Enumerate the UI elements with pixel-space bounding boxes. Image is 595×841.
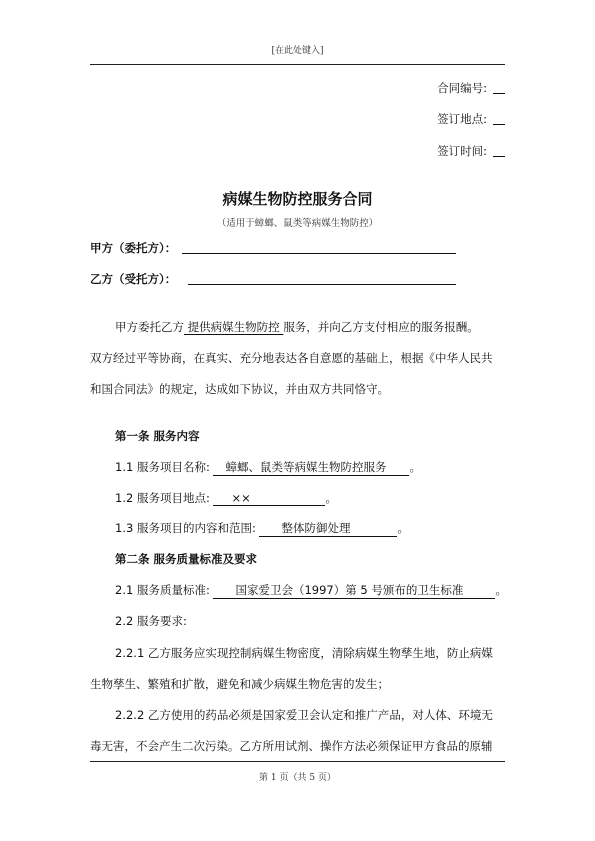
- article-2-item-222-line-2: 毒无害，不会产生二次污染。乙方所用试剂、操作方法必须保证甲方食品的原辅: [90, 739, 493, 753]
- article-1-heading: 第一条 服务内容: [115, 429, 200, 443]
- page-footer: 第 1 页（共 5 页）: [259, 773, 336, 783]
- article-2-item-222-line-1: 2.2.2 乙方使用的药品必须是国家爱卫会认定和推广产品，对人体、环境无: [115, 708, 493, 722]
- intro-service-fill: 提供病媒生物防控: [184, 320, 284, 334]
- footer-rule: [90, 761, 505, 762]
- sign-time-row: [437, 143, 505, 159]
- party-a-blank: [182, 253, 456, 254]
- sign-place-blank: [493, 112, 505, 125]
- quality-standard-label: 2.1 服务质量标准:: [115, 583, 210, 597]
- contract-number-row: [437, 80, 505, 96]
- intro-line-1-pre: 甲方委托乙方: [115, 320, 184, 334]
- article-2-item-221-line-2: 生物孳生、繁殖和扩散，避免和减少病媒生物危害的发生；: [90, 677, 389, 691]
- end-mark: 。: [409, 460, 421, 474]
- service-name-value: 蟑螂、鼠类等病媒生物防控服务: [213, 459, 409, 476]
- sign-time-label: 签订时间:: [437, 144, 487, 158]
- contract-number-label: 合同编号:: [437, 81, 487, 95]
- page-header: [在此处键入]: [271, 46, 324, 56]
- quality-standard-value: 国家爱卫会（1997）第 5 号颁布的卫生标准: [213, 582, 495, 599]
- article-2-item-1: [115, 582, 507, 599]
- sign-place-label: 签订地点:: [437, 112, 487, 126]
- article-2-heading: 第二条 服务质量标准及要求: [115, 552, 258, 566]
- article-1-item-1: [115, 459, 421, 476]
- document-title: 病媒生物防控服务合同: [222, 190, 373, 208]
- service-name-label: 1.1 服务项目名称:: [115, 460, 210, 474]
- service-scope-label: 1.3 服务项目的内容和范围:: [115, 521, 256, 535]
- header-rule: [90, 64, 505, 65]
- service-location-label: 1.2 服务项目地点:: [115, 491, 210, 505]
- article-2-item-221-line-1: 2.2.1 乙方服务应实现控制病媒生物密度，清除病媒生物孳生地，防止病媒: [115, 646, 493, 660]
- service-location-value: ××: [213, 491, 325, 506]
- party-b-label: 乙方（受托方）：: [90, 272, 177, 286]
- document-subtitle: （适用于蟑螂、鼠类等病媒生物防控）: [216, 218, 379, 229]
- article-1-item-3: [115, 520, 409, 537]
- party-b-blank: [188, 284, 456, 285]
- sign-place-row: [437, 111, 505, 127]
- end-mark: 。: [495, 583, 507, 597]
- end-mark: 。: [325, 491, 337, 505]
- sign-time-blank: [493, 144, 505, 157]
- service-scope-value: 整体防御处理: [259, 520, 397, 537]
- intro-line-2: 双方经过平等协商，在真实、充分地表达各自意愿的基础上，根据《中华人民共: [90, 351, 493, 365]
- article-1-item-2: [115, 490, 337, 506]
- intro-line-3: 和国合同法》的规定，达成如下协议，并由双方共同恪守。: [90, 382, 389, 396]
- intro-line-1-post: 服务，并向乙方支付相应的服务报酬。: [283, 320, 479, 334]
- article-2-item-2: 2.2 服务要求:: [115, 614, 187, 628]
- contract-number-blank: [493, 81, 505, 94]
- party-a-label: 甲方（委托方）：: [90, 241, 177, 255]
- end-mark: 。: [397, 521, 409, 535]
- intro-line-1: [115, 319, 479, 335]
